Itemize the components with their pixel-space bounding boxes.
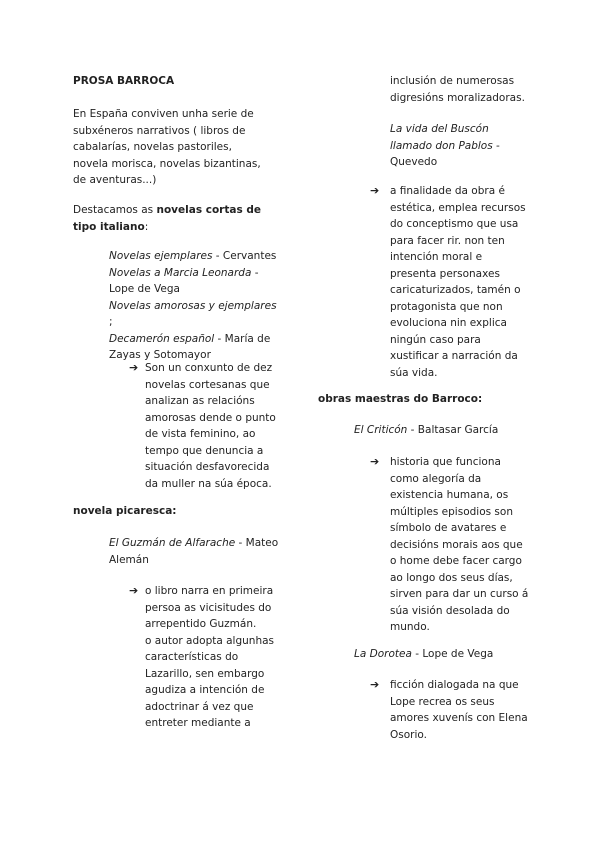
bullet-item: ➔ ficción dialogada na que Lope recrea os seus amores xuvenís con Elena Osorio. bbox=[370, 678, 528, 741]
work-title: Decamerón español bbox=[109, 332, 215, 345]
continuation-text: inclusión de numerosas digresións moralizadoras. bbox=[390, 75, 525, 104]
bullet-item: ➔ a finalidade da obra é estética, emplea recursos do conceptismo que usa para facer rir. non ten intención moral e presenta personaxes caricaturizados, tamén o protagonista que non evoluciona nin explica ningún caso para xustificar a narración da súa vida. bbox=[370, 184, 526, 379]
criticon-work: El Criticón - Baltasar García bbox=[354, 424, 499, 436]
bullet-item: ➔ o libro narra en primeira persoa as vicisitudes do arrepentido Guzmán. o autor adopta algunhas características do Lazarillo, sen embargo agudiza a intención de adoctrinar á vez que entreter mediante a bbox=[129, 584, 275, 729]
work-author: ; bbox=[109, 316, 113, 328]
guzman-work: El Guzmán de Alfarache - Mateo Alemán bbox=[109, 537, 279, 566]
dorotea-work: La Dorotea - Lope de Vega bbox=[354, 648, 494, 660]
arrow-right-icon: ➔ bbox=[129, 584, 139, 597]
destacamos-paragraph: Destacamos as novelas cortas de tipo italiano: bbox=[73, 204, 261, 233]
maestras-heading: obras maestras do Barroco: bbox=[318, 393, 483, 405]
intro-paragraph: En España conviven unha serie de subxéneros narrativos ( libros de cabalarías, novelas pastoriles, novela morisca, novelas bizantinas, de aventuras...) bbox=[73, 108, 261, 186]
arrow-right-icon: ➔ bbox=[370, 455, 380, 468]
work-author: - Cervantes bbox=[212, 250, 277, 262]
work-title: Novelas ejemplares bbox=[109, 250, 213, 262]
work-title: Novelas amorosas y ejemplares bbox=[109, 299, 277, 312]
work-title: Novelas a Marcia Leonarda bbox=[109, 266, 252, 279]
buscon-work: La vida del Buscón llamado don Pablos - Quevedo bbox=[390, 123, 500, 168]
section-title: PROSA BARROCA bbox=[73, 75, 175, 87]
bullet-item: ➔ Son un conxunto de dez novelas cortesanas que analizan as relacións amorosas dende o punto de vista feminino, ao tempo que denuncia a situación desfavorecida da muller na súa época. bbox=[129, 361, 276, 490]
work-author: - María de Zayas y Sotomayor bbox=[109, 332, 271, 361]
arrow-right-icon: ➔ bbox=[129, 361, 139, 374]
arrow-right-icon: ➔ bbox=[370, 184, 380, 197]
bullet-item: ➔ historia que funciona como alegoría da existencia humana, os múltiples episodios son símbolo de avatares e decisións morais aos que o home debe facer cargo ao longo dos seus días, sirven para dar un curso á súa visión desolada do mundo. bbox=[370, 455, 529, 633]
arrow-right-icon: ➔ bbox=[370, 678, 380, 691]
work-author: - Lope de Vega bbox=[109, 266, 259, 295]
picaresca-heading: novela picaresca: bbox=[73, 505, 177, 517]
works-list bbox=[109, 248, 279, 364]
